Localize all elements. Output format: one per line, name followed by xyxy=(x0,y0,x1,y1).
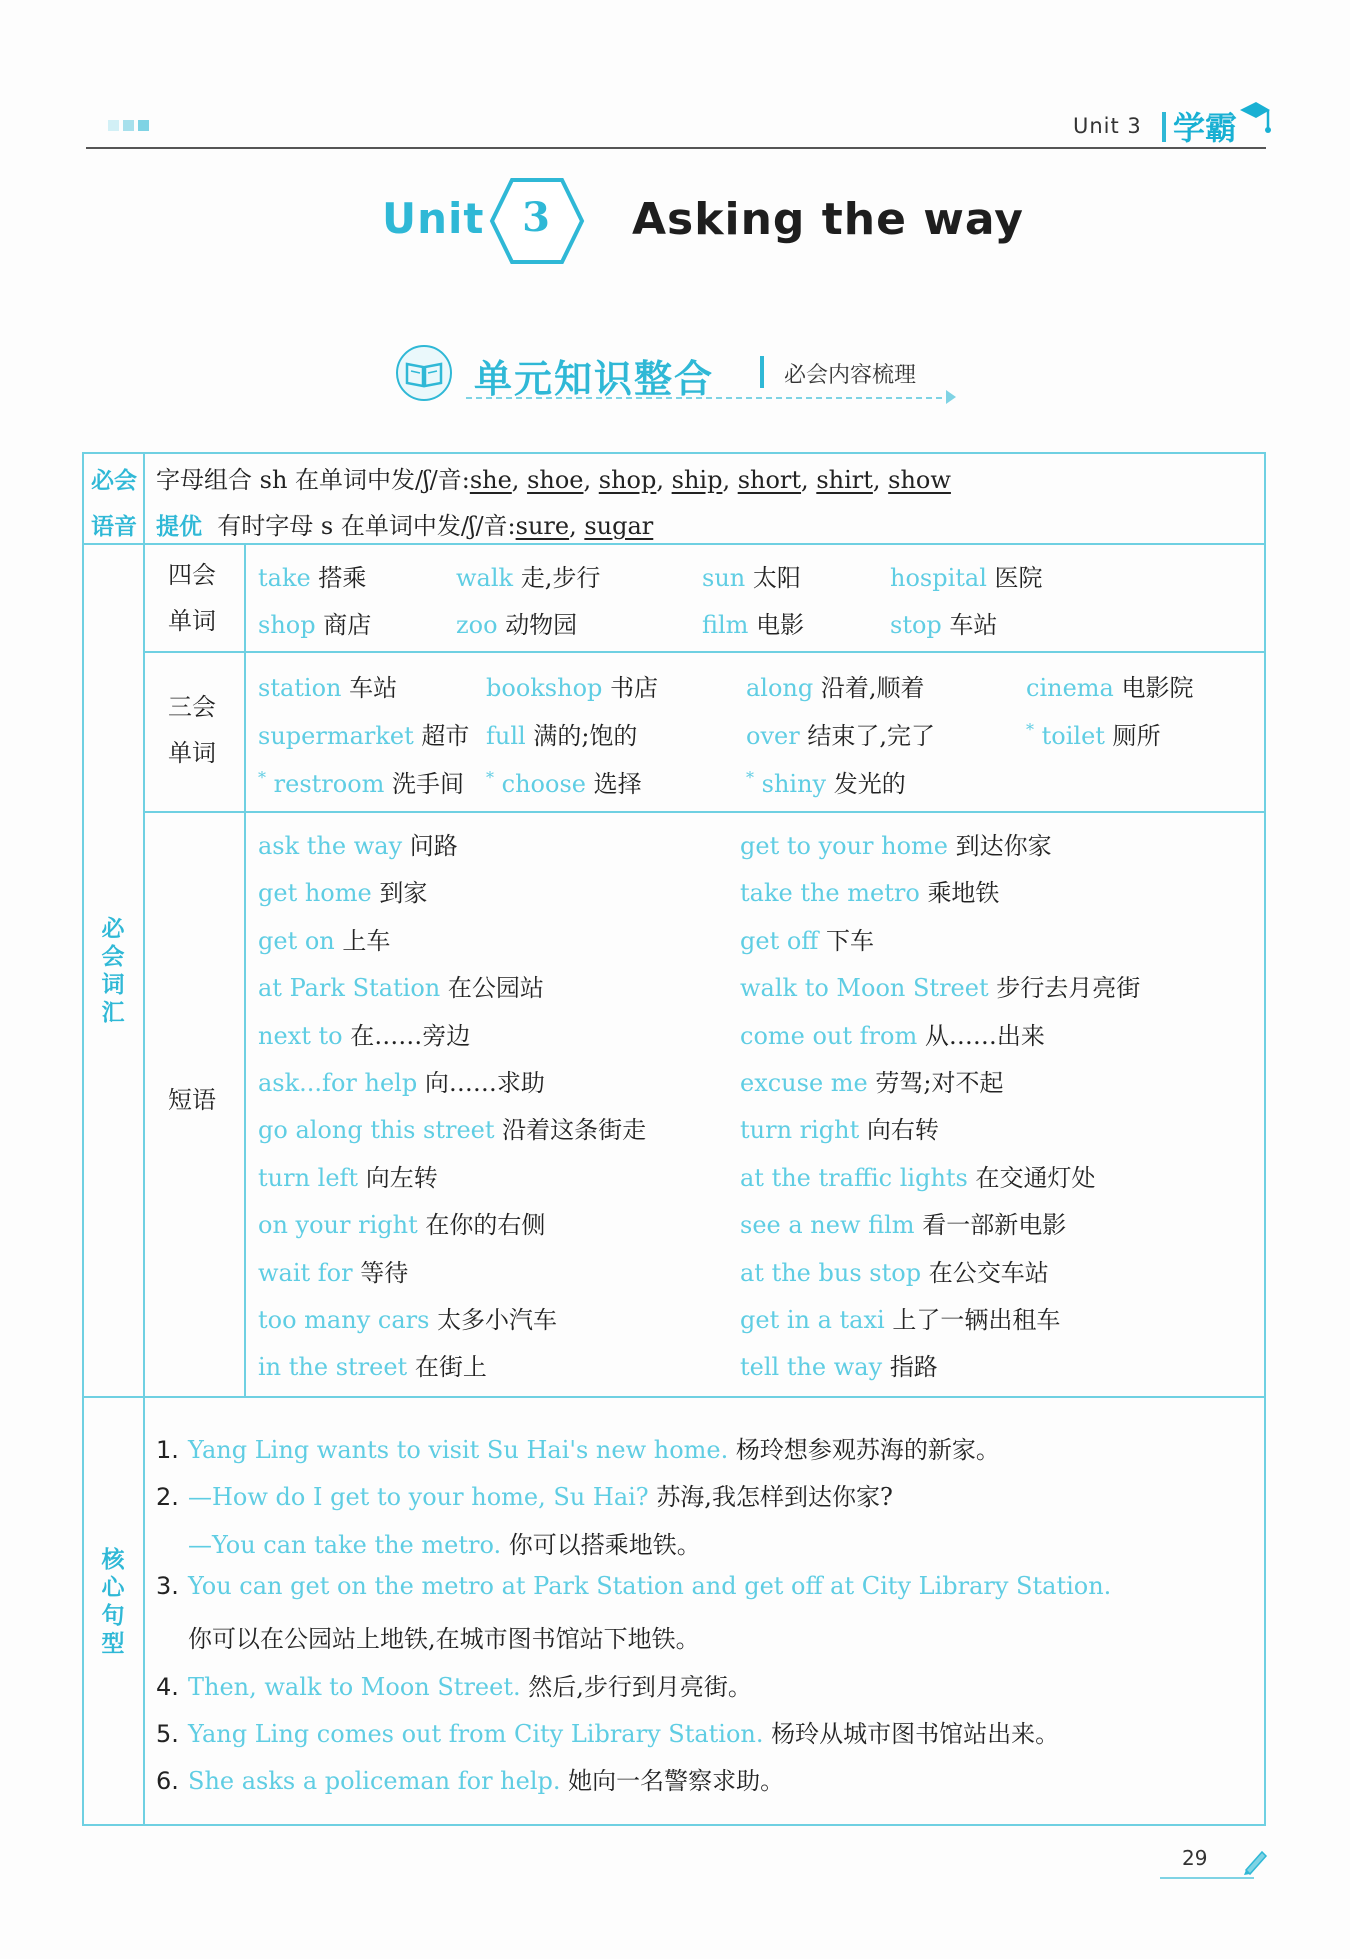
page-title: Asking the way xyxy=(632,194,1024,245)
phrase-item xyxy=(740,921,874,956)
star-mark: * xyxy=(258,768,266,787)
phrase-chinese: 问路 xyxy=(409,832,458,860)
word-chinese: 搭乘 xyxy=(318,564,367,592)
phrase-item xyxy=(740,1347,938,1382)
phrase-item xyxy=(258,1016,470,1051)
phrase-chinese: 等待 xyxy=(360,1259,409,1287)
word-chinese: 结束了,完了 xyxy=(807,722,935,750)
example-word: sure xyxy=(515,512,570,540)
phrase-item xyxy=(740,1300,1060,1335)
vocab-word xyxy=(456,605,577,640)
header-unit-label: Unit 3 xyxy=(1073,114,1142,138)
phrase-english: go along this street xyxy=(258,1116,495,1144)
phrase-english: ask...for help xyxy=(258,1069,418,1097)
phrase-item xyxy=(740,1063,1003,1098)
pronunciation-rule-1: 字母组合 sh 在单词中发/ʃ/音: xyxy=(156,466,470,494)
category-vocabulary: 必会词汇 xyxy=(101,916,125,1026)
sentence-english: She asks a policeman for help. xyxy=(188,1767,561,1795)
table-rule xyxy=(82,543,1266,545)
phrase-item xyxy=(258,1205,545,1240)
phrase-chinese: 上了一辆出租车 xyxy=(892,1306,1061,1334)
category-sentences: 核心句型 xyxy=(101,1547,125,1657)
table-rule xyxy=(143,811,1266,813)
phrase-item xyxy=(740,1253,1049,1288)
phrase-chinese: 太多小汽车 xyxy=(437,1306,558,1334)
word-english: zoo xyxy=(456,611,498,639)
sentence-item xyxy=(156,1430,1000,1465)
phrase-english: too many cars xyxy=(258,1306,430,1334)
sentence-item xyxy=(156,1477,893,1512)
star-mark: * xyxy=(486,768,494,787)
word-english: stop xyxy=(890,611,942,639)
sentence-english: —You can take the metro. xyxy=(188,1531,502,1559)
phrase-english: at the bus stop xyxy=(740,1259,922,1287)
word-chinese: 书店 xyxy=(610,674,659,702)
word-chinese: 电影院 xyxy=(1121,674,1194,702)
star-mark: * xyxy=(1026,720,1034,739)
word-english: along xyxy=(746,674,814,702)
header-decoration xyxy=(108,120,149,131)
phrase-chinese: 在你的右侧 xyxy=(425,1211,546,1239)
vocab-word xyxy=(890,605,997,640)
footer-rule xyxy=(1160,1877,1254,1879)
section-title: 单元知识整合 xyxy=(474,357,715,401)
example-word: shirt xyxy=(816,466,873,494)
sentence-item xyxy=(156,1572,1111,1600)
word-chinese: 发光的 xyxy=(833,770,906,798)
word-english: sun xyxy=(702,564,746,592)
vocab-word xyxy=(746,716,935,751)
phrase-english: ask the way xyxy=(258,832,403,860)
word-chinese: 医院 xyxy=(994,564,1043,592)
phrase-chinese: 劳驾;对不起 xyxy=(875,1069,1004,1097)
sentence-item xyxy=(156,1525,701,1560)
unit-number: 3 xyxy=(522,194,550,241)
word-chinese: 商店 xyxy=(323,611,372,639)
arrow-right-icon xyxy=(946,390,956,404)
sentence-chinese: 杨玲想参观苏海的新家。 xyxy=(735,1436,1000,1464)
phrase-item xyxy=(258,921,390,956)
word-english: toilet xyxy=(1041,722,1105,750)
phrase-english: get home xyxy=(258,879,372,907)
phrase-item xyxy=(740,1158,1096,1193)
phrase-english: at Park Station xyxy=(258,974,441,1002)
word-chinese: 洗手间 xyxy=(392,770,465,798)
sentence-english: —How do I get to your home, Su Hai? xyxy=(188,1483,649,1511)
phrase-chinese: 下车 xyxy=(825,927,874,955)
word-chinese: 动物园 xyxy=(505,611,578,639)
sentence-number: 2. xyxy=(156,1483,179,1511)
vocab-word xyxy=(890,558,1043,593)
pronunciation-rule-2: 有时字母 s 在单词中发/ʃ/音: xyxy=(217,512,516,540)
pencil-icon xyxy=(1240,1846,1270,1876)
section-divider xyxy=(760,356,764,388)
sentence-item xyxy=(156,1667,752,1702)
phrase-chinese: 向右转 xyxy=(866,1116,939,1144)
phrase-chinese: 到达你家 xyxy=(955,832,1052,860)
table-rule xyxy=(244,543,246,1396)
sentence-number: 3. xyxy=(156,1572,179,1600)
brand-logo: 学霸 xyxy=(1173,109,1238,147)
phrase-item xyxy=(258,1110,646,1145)
page-number: 29 xyxy=(1182,1846,1208,1870)
sentence-chinese: 你可以搭乘地铁。 xyxy=(508,1531,701,1559)
vocab-word xyxy=(258,558,366,593)
phrase-chinese: 指路 xyxy=(889,1353,938,1381)
example-word: she xyxy=(469,466,512,494)
header-divider xyxy=(1162,112,1166,142)
example-word: shoe xyxy=(527,466,584,494)
table-rule xyxy=(143,651,1266,653)
example-word: show xyxy=(888,466,951,494)
word-chinese: 电影 xyxy=(756,611,805,639)
word-english: hospital xyxy=(890,564,987,592)
phrase-english: next to xyxy=(258,1022,343,1050)
pronunciation-words-1: she, shoe, shop, ship, short, shirt, show xyxy=(469,466,951,494)
sentence-chinese: 苏海,我怎样到达你家? xyxy=(656,1483,893,1511)
word-english: full xyxy=(486,722,526,750)
four-skill-label: 四会单词 xyxy=(168,561,216,635)
vocab-word xyxy=(1026,716,1161,751)
table-rule xyxy=(82,1396,1266,1398)
phrase-item xyxy=(258,826,458,861)
section-subtitle: 必会内容梳理 xyxy=(784,363,917,388)
phrase-item xyxy=(258,1253,408,1288)
word-english: film xyxy=(702,611,749,639)
phrase-chinese: 在交通灯处 xyxy=(975,1164,1096,1192)
phrase-chinese: 看一部新电影 xyxy=(922,1211,1067,1239)
word-chinese: 太阳 xyxy=(752,564,801,592)
word-english: supermarket xyxy=(258,722,414,750)
vocab-word xyxy=(486,716,637,751)
phrase-english: at the traffic lights xyxy=(740,1164,968,1192)
phrase-english: get in a taxi xyxy=(740,1306,885,1334)
word-chinese: 厕所 xyxy=(1112,722,1161,750)
sentence-item xyxy=(156,1714,1059,1749)
word-chinese: 车站 xyxy=(349,674,398,702)
phrase-english: tell the way xyxy=(740,1353,883,1381)
sentence-item xyxy=(156,1619,700,1654)
vocab-word xyxy=(486,668,658,703)
sentence-english: You can get on the metro at Park Station and get off at City Library Station. xyxy=(188,1572,1112,1600)
vocab-word xyxy=(486,764,642,799)
sentence-english: Yang Ling comes out from City Library Station. xyxy=(188,1720,764,1748)
category-pronunciation: 必会语音 xyxy=(91,468,137,540)
phrase-chinese: 沿着这条街走 xyxy=(502,1116,647,1144)
phrase-english: wait for xyxy=(258,1259,353,1287)
vocab-word xyxy=(702,605,804,640)
vocab-word xyxy=(258,716,469,751)
phrase-chinese: 在公园站 xyxy=(447,974,544,1002)
word-english: walk xyxy=(456,564,514,592)
word-chinese: 选择 xyxy=(593,770,642,798)
phrase-chinese: 步行去月亮街 xyxy=(996,974,1141,1002)
word-english: shiny xyxy=(761,770,827,798)
word-chinese: 车站 xyxy=(949,611,998,639)
sentence-number: 6. xyxy=(156,1767,179,1795)
phrase-chinese: 上车 xyxy=(342,927,391,955)
phrase-english: come out from xyxy=(740,1022,918,1050)
phrase-item xyxy=(740,826,1052,861)
phrase-chinese: 在公交车站 xyxy=(928,1259,1049,1287)
phrase-item xyxy=(740,1016,1045,1051)
vocab-word xyxy=(258,605,371,640)
vocab-word xyxy=(702,558,801,593)
vocab-word xyxy=(1026,668,1193,703)
phrase-item xyxy=(258,1158,438,1193)
sentence-chinese: 她向一名警察求助。 xyxy=(568,1767,785,1795)
example-word: sugar xyxy=(584,512,654,540)
graduation-cap-icon xyxy=(1238,98,1272,138)
word-chinese: 沿着,顺着 xyxy=(820,674,925,702)
star-mark: * xyxy=(746,768,754,787)
phrase-item xyxy=(740,1110,939,1145)
word-chinese: 超市 xyxy=(421,722,470,750)
book-icon xyxy=(395,344,453,402)
vocab-word xyxy=(746,764,906,799)
phrase-chinese: 在街上 xyxy=(414,1353,487,1381)
phrase-english: turn right xyxy=(740,1116,860,1144)
phrase-item xyxy=(258,968,544,1003)
section-underline xyxy=(466,397,952,399)
phrase-english: walk to Moon Street xyxy=(740,974,989,1002)
sentence-number: 1. xyxy=(156,1436,179,1464)
word-chinese: 走,步行 xyxy=(520,564,601,592)
phrase-english: on your right xyxy=(258,1211,418,1239)
phrase-item xyxy=(740,968,1140,1003)
phrase-item xyxy=(740,873,999,908)
word-english: station xyxy=(258,674,342,702)
phrase-english: in the street xyxy=(258,1353,408,1381)
sentence-item xyxy=(156,1761,784,1796)
phrase-chinese: 从……出来 xyxy=(924,1022,1045,1050)
sentence-number: 5. xyxy=(156,1720,179,1748)
example-word: short xyxy=(737,466,802,494)
sentence-chinese: 杨玲从城市图书馆站出来。 xyxy=(771,1720,1060,1748)
word-english: cinema xyxy=(1026,674,1114,702)
phrase-english: see a new film xyxy=(740,1211,915,1239)
improve-tag: 提优 xyxy=(156,514,202,540)
vocab-word xyxy=(258,668,397,703)
phrase-english: excuse me xyxy=(740,1069,868,1097)
vocab-word xyxy=(456,558,600,593)
unit-word: Unit xyxy=(382,194,485,243)
sentence-english: Then, walk to Moon Street. xyxy=(188,1673,521,1701)
phrase-item xyxy=(258,1347,487,1382)
word-english: over xyxy=(746,722,800,750)
word-english: choose xyxy=(501,770,586,798)
table-rule xyxy=(143,452,145,1826)
phrase-item xyxy=(740,1205,1066,1240)
phrase-chinese: 向左转 xyxy=(365,1164,438,1192)
phrases-label: 短语 xyxy=(168,1086,216,1114)
header-rule xyxy=(86,147,1266,149)
three-skill-label: 三会单词 xyxy=(168,693,216,767)
phrase-chinese: 在……旁边 xyxy=(350,1022,471,1050)
vocab-word xyxy=(258,764,464,799)
phrase-english: get off xyxy=(740,927,819,955)
sentence-chinese: 然后,步行到月亮街。 xyxy=(528,1673,752,1701)
phrase-chinese: 向……求助 xyxy=(424,1069,545,1097)
vocab-word xyxy=(746,668,925,703)
phrase-item xyxy=(258,873,427,908)
pronunciation-line-1 xyxy=(156,460,951,495)
word-english: shop xyxy=(258,611,316,639)
sentence-english: Yang Ling wants to visit Su Hai's new home. xyxy=(188,1436,729,1464)
phrase-english: get on xyxy=(258,927,335,955)
sentence-chinese: 你可以在公园站上地铁,在城市图书馆站下地铁。 xyxy=(188,1625,700,1653)
word-english: restroom xyxy=(273,770,385,798)
pronunciation-line-2 xyxy=(156,506,653,541)
word-chinese: 满的;饱的 xyxy=(533,722,638,750)
word-english: take xyxy=(258,564,311,592)
sentence-number: 4. xyxy=(156,1673,179,1701)
phrase-chinese: 到家 xyxy=(379,879,428,907)
phrase-item xyxy=(258,1300,557,1335)
phrase-item xyxy=(258,1063,545,1098)
phrase-english: turn left xyxy=(258,1164,359,1192)
word-english: bookshop xyxy=(486,674,603,702)
phrase-chinese: 乘地铁 xyxy=(927,879,1000,907)
example-word: shop xyxy=(598,466,657,494)
pronunciation-words-2: sure, sugar xyxy=(515,512,654,540)
example-word: ship xyxy=(671,466,723,494)
phrase-english: get to your home xyxy=(740,832,948,860)
phrase-english: take the metro xyxy=(740,879,920,907)
